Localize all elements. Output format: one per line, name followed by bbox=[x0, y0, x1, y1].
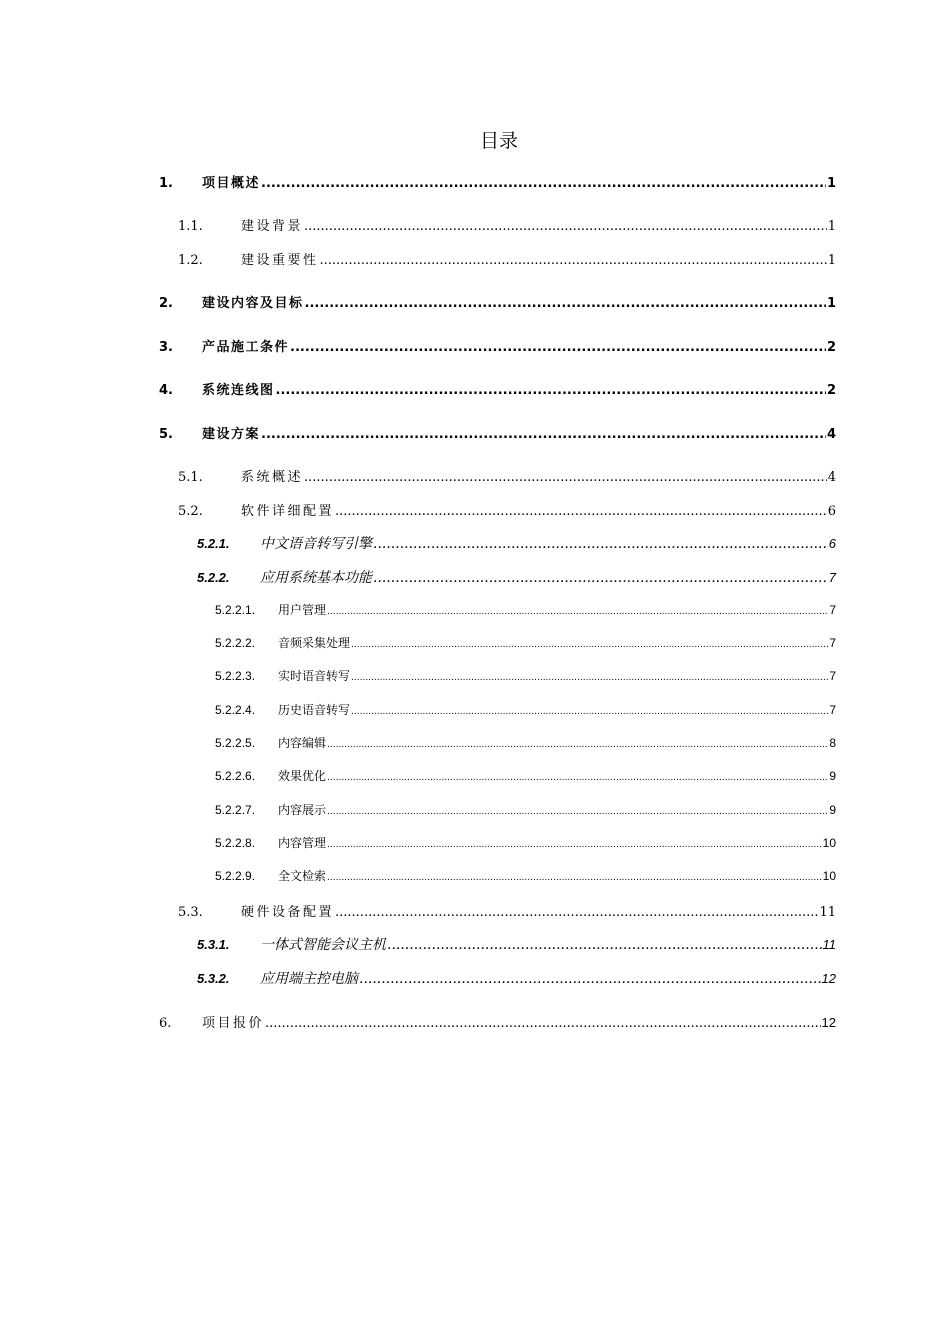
toc-entry-page: 10 bbox=[822, 836, 836, 850]
toc-entry-text: 全文检索 bbox=[278, 869, 327, 883]
toc-leader-dots bbox=[327, 773, 828, 783]
toc-entry-text: 内容管理 bbox=[278, 836, 327, 850]
toc-entry-page: 4 bbox=[826, 427, 836, 442]
toc-leader-dots bbox=[335, 504, 827, 519]
toc-entry-text: 效果优化 bbox=[278, 769, 327, 783]
toc-leader-dots bbox=[304, 470, 827, 485]
toc-entry-text: 内容编辑 bbox=[278, 736, 327, 750]
toc-leader-dots bbox=[335, 905, 818, 920]
toc-entry-page: 12 bbox=[821, 971, 836, 986]
toc-entry-text: 项目报价 bbox=[202, 1016, 265, 1031]
toc-entry-number: 5.3.1. bbox=[197, 937, 230, 952]
toc-entry-number: 5.2.2.4. bbox=[215, 703, 256, 717]
toc-entry-number: 4. bbox=[159, 383, 173, 398]
toc-leader-dots bbox=[351, 707, 828, 717]
toc-entry-number: 5.2.2.2. bbox=[215, 636, 256, 650]
toc-entry-number: 1. bbox=[159, 176, 173, 191]
toc-entry-page: 1 bbox=[826, 296, 836, 311]
toc-entry[interactable] bbox=[178, 901, 836, 920]
toc-entry[interactable] bbox=[197, 968, 836, 988]
toc-entry-text: 实时语音转写 bbox=[278, 669, 351, 683]
toc-leader-dots bbox=[265, 1016, 821, 1031]
toc-leader-dots bbox=[327, 740, 828, 750]
toc-leader-dots bbox=[290, 340, 826, 355]
toc-entry-text: 项目概述 bbox=[202, 176, 261, 191]
toc-entry-page: 7 bbox=[829, 669, 836, 683]
toc-entry[interactable] bbox=[197, 533, 836, 553]
toc-entry-number: 5. bbox=[159, 427, 173, 442]
toc-entry-text: 内容展示 bbox=[278, 803, 327, 817]
toc-entry-page: 7 bbox=[828, 570, 836, 585]
toc-leader-dots bbox=[320, 253, 827, 268]
toc-entry-page: 1 bbox=[827, 219, 836, 234]
toc-entry-number: 5.2.2.1. bbox=[215, 603, 256, 617]
toc-entry-text: 产品施工条件 bbox=[202, 340, 290, 355]
toc-entry-page: 2 bbox=[826, 383, 836, 398]
toc-entry-number: 1.1. bbox=[178, 219, 203, 234]
toc-leader-dots bbox=[373, 536, 828, 552]
toc-entry[interactable] bbox=[215, 601, 836, 618]
toc-entry-number: 5.3. bbox=[178, 905, 203, 920]
toc-entry[interactable] bbox=[159, 423, 836, 442]
toc-entry-text: 建设内容及目标 bbox=[202, 296, 304, 311]
toc-entry-page: 9 bbox=[829, 803, 836, 817]
toc-entry[interactable] bbox=[215, 867, 836, 884]
toc-leader-dots bbox=[351, 673, 828, 683]
toc-leader-dots bbox=[359, 971, 821, 987]
toc-entry-text: 中文语音转写引擎 bbox=[260, 536, 372, 552]
toc-entry[interactable] bbox=[178, 215, 836, 234]
toc-entry-number: 5.2. bbox=[178, 504, 203, 519]
toc-entry-text: 硬件设备配置 bbox=[241, 905, 335, 920]
toc-leader-dots bbox=[276, 383, 826, 398]
toc-entry[interactable] bbox=[215, 734, 836, 751]
toc-entry-page: 7 bbox=[829, 603, 836, 617]
toc-entry-number: 6. bbox=[159, 1016, 172, 1031]
toc-entry-text: 历史语音转写 bbox=[278, 703, 351, 717]
toc-entry-page: 1 bbox=[826, 176, 836, 191]
toc-entry-text: 一体式智能会议主机 bbox=[260, 937, 386, 953]
toc-entry[interactable] bbox=[215, 767, 836, 784]
toc-entry-page: 1 bbox=[827, 253, 836, 268]
toc-entry-text: 用户管理 bbox=[278, 603, 327, 617]
toc-leader-dots bbox=[351, 640, 828, 650]
toc-entry[interactable] bbox=[215, 834, 836, 851]
toc-entry-page: 6 bbox=[828, 536, 836, 551]
toc-entry-text: 应用端主控电脑 bbox=[260, 971, 358, 987]
toc-entry-number: 1.2. bbox=[178, 253, 203, 268]
toc-entry-page: 12 bbox=[821, 1015, 836, 1030]
toc-entry[interactable] bbox=[215, 701, 836, 718]
toc-entry-text: 音频采集处理 bbox=[278, 636, 351, 650]
toc-entry-page: 6 bbox=[827, 504, 836, 519]
toc-leader-dots bbox=[261, 176, 826, 191]
toc-entry-text: 系统连线图 bbox=[202, 383, 275, 398]
toc-entry-text: 建设方案 bbox=[202, 427, 261, 442]
toc-entry-text: 系统概述 bbox=[241, 470, 304, 485]
toc-entry-text: 建设背景 bbox=[241, 219, 304, 234]
toc-leader-dots bbox=[304, 219, 827, 234]
toc-title: 目录 bbox=[479, 130, 518, 152]
toc-entry[interactable] bbox=[215, 801, 836, 818]
toc-entry-page: 11 bbox=[819, 905, 836, 920]
toc-entry[interactable] bbox=[178, 466, 836, 485]
toc-entry-text: 建设重要性 bbox=[241, 253, 319, 268]
toc-entry-number: 5.2.2.5. bbox=[215, 736, 256, 750]
toc-leader-dots bbox=[305, 296, 826, 311]
toc-leader-dots bbox=[387, 937, 822, 953]
toc-entry-page: 11 bbox=[822, 937, 836, 952]
toc-leader-dots bbox=[327, 840, 822, 850]
toc-entry-number: 5.2.2.7. bbox=[215, 803, 256, 817]
toc-entry-page: 7 bbox=[829, 636, 836, 650]
toc-entry-text: 软件详细配置 bbox=[241, 504, 335, 519]
toc-entry[interactable] bbox=[178, 500, 836, 519]
toc-leader-dots bbox=[261, 427, 826, 442]
toc-entry-number: 2. bbox=[159, 296, 173, 311]
toc-entry-number: 5.3.2. bbox=[197, 971, 230, 986]
toc-entry-number: 5.1. bbox=[178, 470, 203, 485]
toc-entry-number: 5.2.2.6. bbox=[215, 769, 256, 783]
toc-leader-dots bbox=[327, 807, 828, 817]
toc-entry[interactable] bbox=[215, 667, 836, 684]
toc-entry[interactable] bbox=[159, 336, 836, 355]
toc-leader-dots bbox=[327, 607, 828, 617]
toc-entry[interactable] bbox=[159, 292, 836, 311]
toc-entry[interactable] bbox=[159, 1012, 836, 1031]
toc-entry-text: 应用系统基本功能 bbox=[260, 570, 372, 586]
toc-entry-number: 5.2.2.8. bbox=[215, 836, 256, 850]
toc-entry-number: 5.2.1. bbox=[197, 536, 230, 551]
toc-entry[interactable] bbox=[215, 634, 836, 651]
toc-entry[interactable] bbox=[178, 249, 836, 268]
toc-entry-number: 5.2.2.3. bbox=[215, 669, 256, 683]
toc-entry-page: 9 bbox=[829, 769, 836, 783]
toc-entry-page: 2 bbox=[826, 340, 836, 355]
toc-entry[interactable] bbox=[159, 172, 836, 191]
toc-entry-number: 5.2.2. bbox=[197, 570, 230, 585]
toc-entry-page: 7 bbox=[829, 703, 836, 717]
toc-entry-number: 5.2.2.9. bbox=[215, 869, 256, 883]
toc-entry-page: 4 bbox=[827, 470, 836, 485]
toc-entry-page: 10 bbox=[822, 869, 836, 883]
toc-entry-page: 8 bbox=[829, 736, 836, 750]
toc-leader-dots bbox=[327, 873, 822, 883]
toc-entry[interactable] bbox=[159, 379, 836, 398]
toc-entry-number: 3. bbox=[159, 340, 173, 355]
toc-leader-dots bbox=[373, 570, 828, 586]
toc-entry[interactable] bbox=[197, 567, 836, 587]
toc-entry[interactable] bbox=[197, 934, 836, 954]
